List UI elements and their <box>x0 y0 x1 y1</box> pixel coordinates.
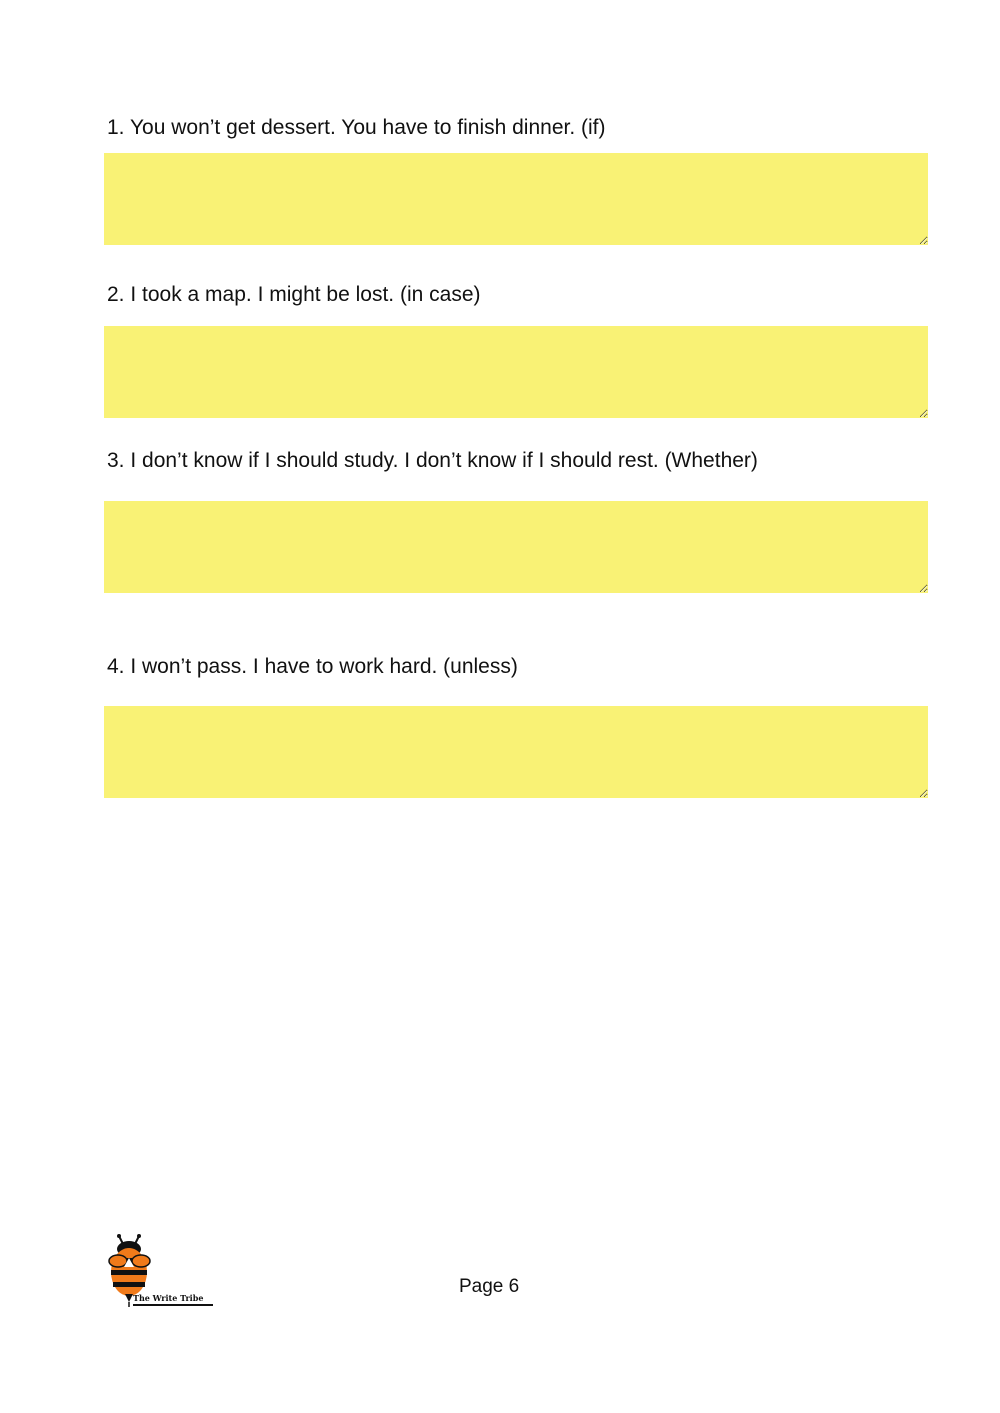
answer-box-3[interactable] <box>104 501 928 593</box>
logo-underline <box>133 1304 213 1306</box>
write-tribe-logo <box>108 1234 216 1310</box>
answer-box-2[interactable] <box>104 326 928 418</box>
answer-box-1[interactable] <box>104 153 928 245</box>
logo-text: The Write Tribe <box>133 1293 204 1303</box>
question-3-text: 3. I don’t know if I should study. I don’t know if I should rest. (Whether) <box>107 449 758 472</box>
question-4-text: 4. I won’t pass. I have to work hard. (unless) <box>107 655 518 678</box>
question-1-text: 1. You won’t get dessert. You have to finish dinner. (if) <box>107 116 606 139</box>
question-2-text: 2. I took a map. I might be lost. (in case) <box>107 283 481 306</box>
answer-box-4[interactable] <box>104 706 928 798</box>
page-number: Page 6 <box>459 1276 520 1297</box>
